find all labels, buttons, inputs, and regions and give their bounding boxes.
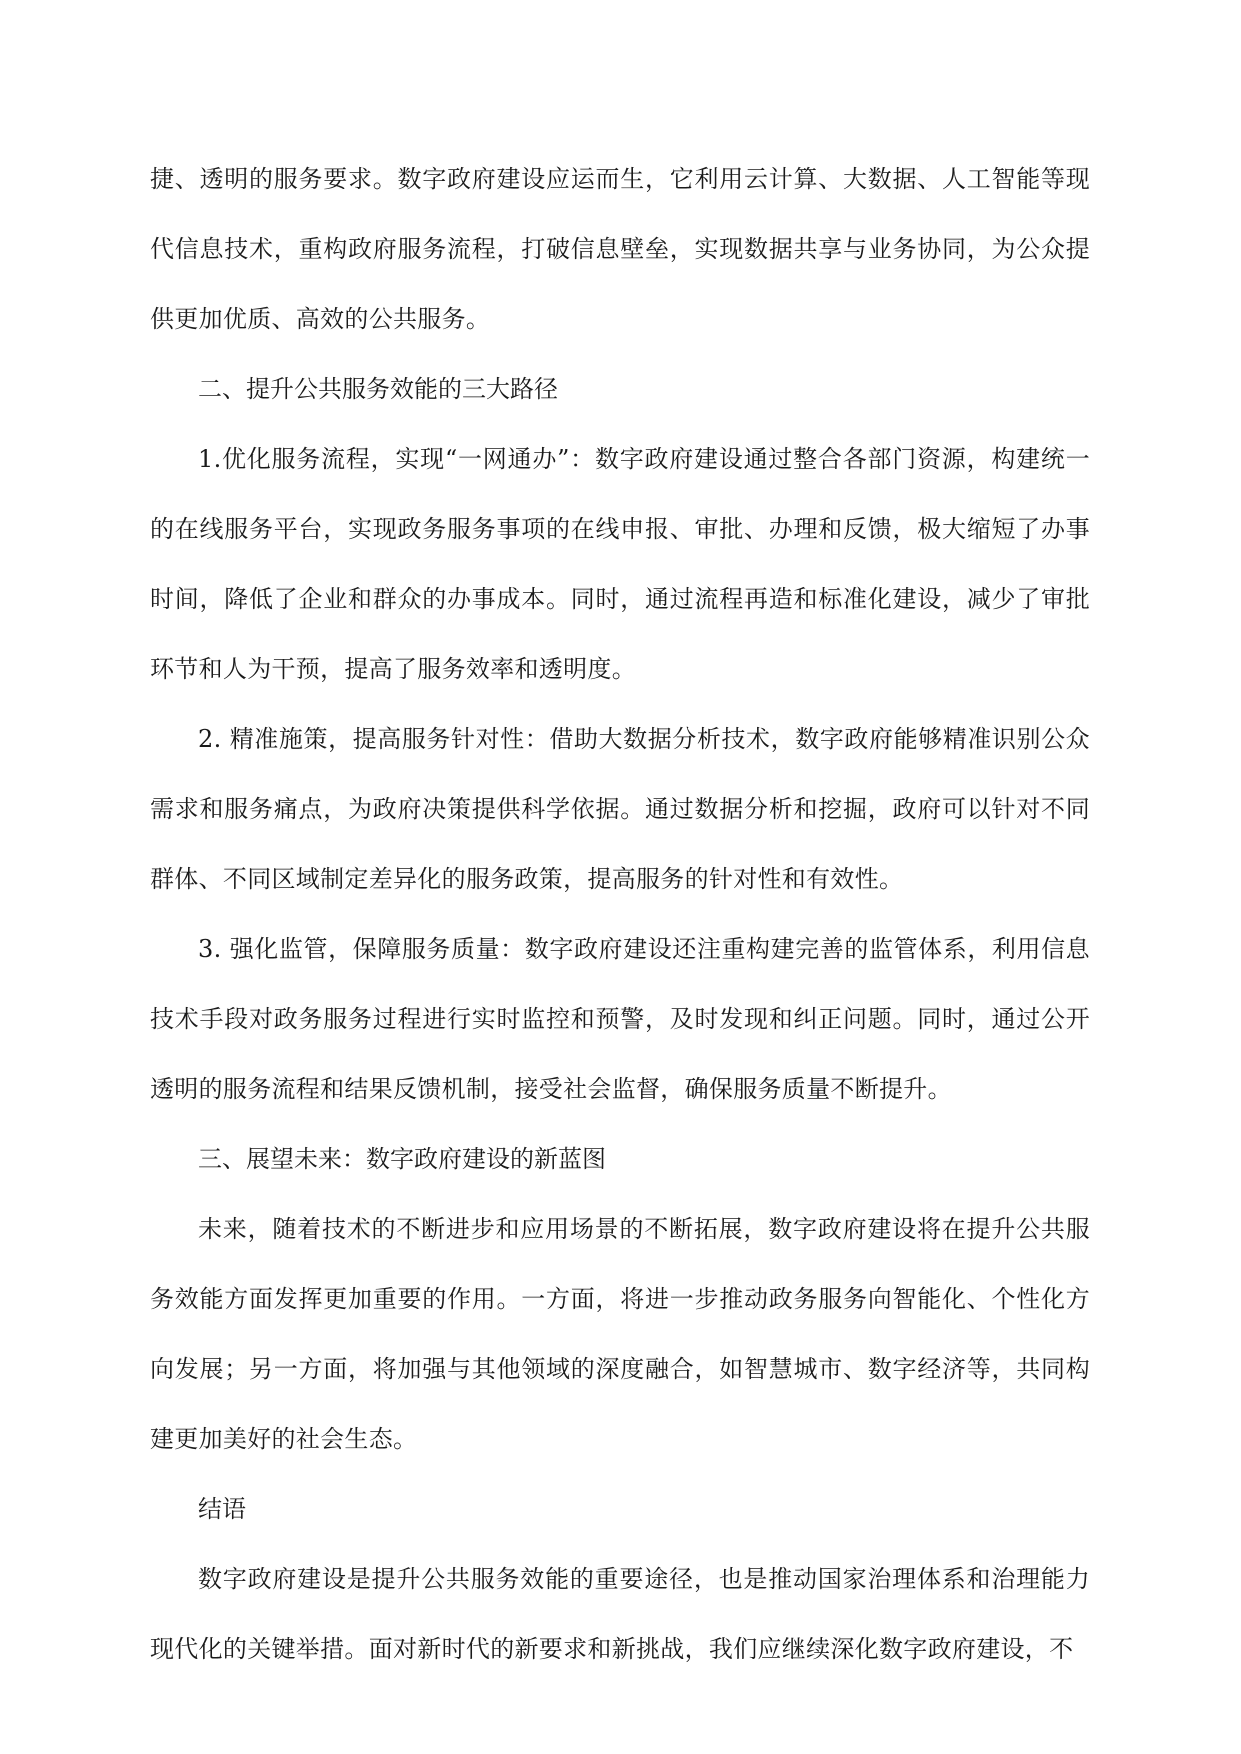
section-heading-paths: 二、提升公共服务效能的三大路径 (198, 375, 558, 403)
paragraph-future: 未来，随着技术的不断进步和应用场景的不断拓展，数字政府建设将在提升公共服务效能方面发挥更加重要的作用。一方面，将进一步推动政务服务向智能化、个性化方向发展；另一方面，将加强与其他领域的深度融合，如智慧城市、数字经济等，共同构建更加美好的社会生态。 (150, 1215, 1090, 1453)
paragraph-conclusion: 数字政府建设是提升公共服务效能的重要途径，也是推动国家治理体系和治理能力现代化的关键举措。面对新时代的新要求和新挑战，我们应继续深化数字政府建设，不 (150, 1565, 1090, 1663)
paragraph-path-1: 1.优化服务流程，实现“一网通办”：数字政府建设通过整合各部门资源，构建统一的在线服务平台，实现政务服务事项的在线申报、审批、办理和反馈，极大缩短了办事时间，降低了企业和群众的办事成本。同时，通过流程再造和标准化建设，减少了审批环节和人为干预，提高了服务效率和透明度。 (150, 445, 1090, 683)
section-heading-conclusion: 结语 (198, 1495, 246, 1523)
paragraph-intro-continued: 捷、透明的服务要求。数字政府建设应运而生，它利用云计算、大数据、人工智能等现代信息技术，重构政府服务流程，打破信息壁垒，实现数据共享与业务协同，为公众提供更加优质、高效的公共服务。 (150, 165, 1090, 333)
document-page (150, 144, 1090, 1684)
section-heading-future: 三、展望未来：数字政府建设的新蓝图 (198, 1145, 606, 1173)
paragraph-path-2: 2. 精准施策，提高服务针对性：借助大数据分析技术，数字政府能够精准识别公众需求和服务痛点，为政府决策提供科学依据。通过数据分析和挖掘，政府可以针对不同群体、不同区域制定差异化的服务政策，提高服务的针对性和有效性。 (150, 725, 1090, 893)
paragraph-path-3: 3. 强化监管，保障服务质量：数字政府建设还注重构建完善的监管体系，利用信息技术手段对政务服务过程进行实时监控和预警，及时发现和纠正问题。同时，通过公开透明的服务流程和结果反馈机制，接受社会监督，确保服务质量不断提升。 (150, 935, 1090, 1103)
